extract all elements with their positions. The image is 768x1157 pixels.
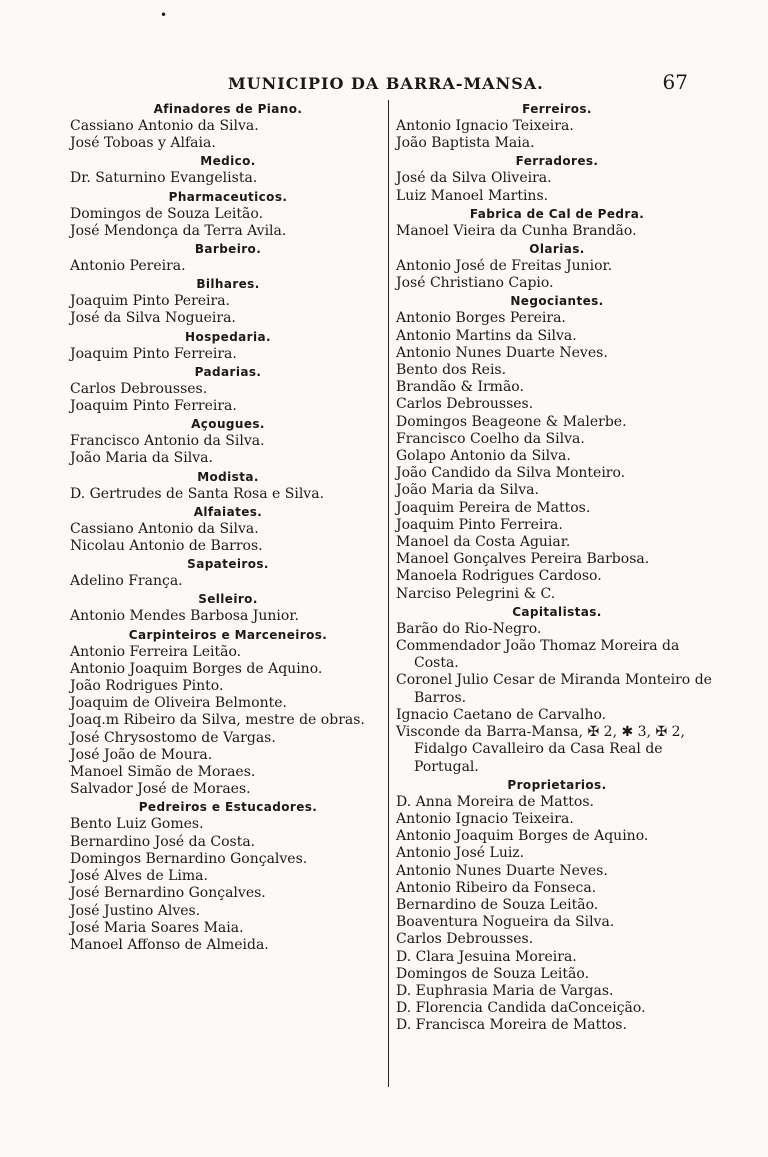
directory-entry: João Maria da Silva.: [396, 482, 539, 499]
directory-entry: Antonio José de Freitas Junior.: [396, 258, 613, 275]
directory-entry: Luiz Manoel Martins.: [396, 187, 549, 204]
directory-entry: D. Anna Moreira de Mattos.: [396, 793, 594, 810]
section-heading-proprietarios: Proprietarios.: [507, 777, 607, 792]
directory-entry: Carlos Debrousses.: [396, 931, 534, 948]
directory-entry: Dr. Saturnino Evangelista.: [70, 170, 258, 187]
directory-entry: Bento dos Reis.: [396, 362, 507, 379]
directory-entry: Antonio Ignacio Teixeira.: [396, 810, 574, 827]
directory-entry: Manoel Affonso de Almeida.: [70, 936, 269, 953]
directory-entry: Antonio Nunes Duarte Neves.: [396, 344, 608, 361]
directory-entry: Commendador João Thomaz Moreira da Costa.: [396, 638, 680, 672]
directory-entry: Carlos Debrousses.: [396, 396, 534, 413]
directory-entry: João Rodrigues Pinto.: [70, 678, 224, 695]
section-heading-bilhares: Bilhares.: [196, 277, 260, 292]
directory-entry: Boaventura Nogueira da Silva.: [396, 914, 615, 931]
directory-entry: José Toboas y Alfaia.: [70, 135, 216, 152]
directory-entry: Manoel Vieira da Cunha Brandão.: [396, 222, 637, 239]
section-heading-pharmaceuticos: Pharmaceuticos.: [168, 189, 288, 204]
ink-speck: •: [160, 8, 168, 22]
directory-entry: Bernardino José da Costa.: [70, 833, 256, 850]
directory-entry: José Christiano Capio.: [396, 275, 554, 292]
directory-entry: João Candido da Silva Monteiro.: [396, 465, 626, 482]
directory-entry: José João de Moura.: [70, 746, 213, 763]
directory-entry: Francisco Coelho da Silva.: [396, 430, 585, 447]
section-heading-acougues: Açougues.: [191, 417, 265, 432]
directory-entry: Antonio Ignacio Teixeira.: [396, 118, 574, 134]
directory-entry: Bento Luiz Gomes.: [70, 816, 204, 833]
directory-entry: D. Francisca Moreira de Mattos.: [396, 1017, 627, 1034]
directory-entry: Joaquim Pinto Ferreira.: [70, 345, 237, 362]
directory-entry: Narciso Pelegrini & C.: [396, 585, 556, 602]
section-heading-capitalistas: Capitalistas.: [512, 604, 602, 619]
section-heading-pedreiros-e-estucadores: Pedreiros e Estucadores.: [138, 800, 318, 815]
directory-entry: D. Euphrasia Maria de Vargas.: [396, 982, 614, 999]
directory-entry: José da Silva Nogueira.: [70, 310, 236, 327]
section-heading-afinadores-de-piano: Afinadores de Piano.: [153, 102, 303, 116]
directory-entry: Cassiano Antonio da Silva.: [70, 118, 259, 134]
directory-entry: Joaquim Pereira de Mattos.: [396, 499, 591, 516]
running-header: [200, 70, 710, 98]
section-heading-ferreiros: Ferreiros.: [522, 102, 592, 116]
directory-entry: Domingos Bernardino Gonçalves.: [70, 850, 308, 867]
directory-entry: Coronel Julio Cesar de Miranda Monteiro de Barros.: [396, 672, 712, 706]
directory-entry: Antonio Ferreira Leitão.: [70, 643, 242, 660]
section-heading-carpinteiros-e-marceneiros: Carpinteiros e Marceneiros.: [128, 627, 328, 642]
directory-entry: Joaquim Pinto Ferreira.: [70, 398, 237, 415]
directory-entry: Cassiano Antonio da Silva.: [70, 520, 259, 537]
directory-entry: Bernardino de Souza Leitão.: [396, 896, 599, 913]
directory-entry: José Justino Alves.: [70, 902, 201, 919]
directory-entry: D. Florencia Candida daConceição.: [396, 1000, 646, 1017]
directory-entry: José Mendonça da Terra Avila.: [70, 222, 287, 239]
directory-entry: D. Gertrudes de Santa Rosa e Silva.: [70, 485, 325, 502]
directory-entry: Antonio Pereira.: [70, 258, 186, 275]
right-column: [392, 100, 722, 1035]
directory-entry: José Maria Soares Maia.: [70, 919, 244, 936]
directory-entry: José Alves de Lima.: [70, 868, 208, 885]
directory-entry: Salvador José de Moraes.: [70, 781, 251, 798]
directory-entry: Brandão & Irmão.: [396, 379, 524, 396]
section-heading-selleiro: Selleiro.: [198, 592, 258, 607]
section-heading-modista: Modista.: [197, 469, 259, 484]
directory-entry: Antonio Mendes Barbosa Junior.: [70, 608, 299, 625]
directory-entry: Carlos Debrousses.: [70, 380, 208, 397]
directory-entry: Antonio Joaquim Borges de Aquino.: [70, 660, 323, 677]
directory-entry: Manoel da Costa Aguiar.: [396, 534, 571, 551]
directory-entry: Francisco Antonio da Silva.: [70, 433, 265, 450]
directory-entry: Manoela Rodrigues Cardoso.: [396, 568, 602, 585]
directory-entry: Nicolau Antonio de Barros.: [70, 538, 263, 555]
directory-entry: Joaquim de Oliveira Belmonte.: [70, 695, 287, 712]
directory-entry: Ignacio Caetano de Carvalho.: [396, 706, 607, 723]
directory-entry: Manoel Simão de Moraes.: [70, 764, 256, 781]
directory-entry: Joaquim Pinto Pereira.: [70, 293, 231, 310]
directory-entry: Domingos de Souza Leitão.: [396, 965, 590, 982]
section-heading-negociantes: Negociantes.: [510, 294, 604, 309]
directory-entry: Adelino França.: [70, 573, 183, 590]
section-heading-barbeiro: Barbeiro.: [194, 242, 262, 257]
section-heading-fabrica-de-cal-de-pedra: Fabrica de Cal de Pedra.: [469, 206, 645, 221]
directory-entry: Joaq.m Ribeiro da Silva, mestre de obras.: [70, 712, 365, 729]
directory-entry: Domingos Beageone & Malerbe.: [396, 413, 627, 430]
section-heading-olarias: Olarias.: [529, 242, 585, 257]
directory-entry: Antonio Nunes Duarte Neves.: [396, 862, 608, 879]
directory-entry: Antonio Ribeiro da Fonseca.: [396, 879, 597, 896]
directory-entry: Golapo Antonio da Silva.: [396, 448, 571, 465]
directory-entry: José da Silva Oliveira.: [396, 170, 552, 187]
left-column: [66, 100, 390, 954]
directory-entry: Visconde da Barra-Mansa, ✠ 2, ✱ 3, ✠ 2, Fidalgo Cavalleiro da Casa Real de Portugal.: [396, 724, 686, 775]
directory-entry: João Baptista Maia.: [396, 135, 535, 152]
directory-entry: Antonio Martins da Silva.: [396, 327, 577, 344]
directory-entry: Antonio Joaquim Borges de Aquino.: [396, 828, 649, 845]
section-heading-padarias: Padarias.: [194, 364, 262, 379]
directory-entry: Domingos de Souza Leitão.: [70, 205, 264, 222]
directory-entry: Joaquim Pinto Ferreira.: [396, 516, 563, 533]
page-number: 67: [662, 70, 688, 94]
directory-entry: Manoel Gonçalves Pereira Barbosa.: [396, 551, 650, 568]
running-head-title: MUNICIPIO DA BARRA-MANSA.: [228, 74, 544, 93]
directory-entry: D. Clara Jesuina Moreira.: [396, 948, 577, 965]
section-heading-alfaiates: Alfaiates.: [193, 504, 263, 519]
directory-entry: Antonio Borges Pereira.: [396, 310, 566, 327]
section-heading-medico: Medico.: [200, 154, 256, 169]
directory-entry: José Chrysostomo de Vargas.: [70, 729, 276, 746]
directory-entry: Barão do Rio-Negro.: [396, 620, 542, 637]
directory-entry: João Maria da Silva.: [70, 450, 213, 467]
section-heading-ferradores: Ferradores.: [515, 154, 599, 169]
section-heading-hospedaria: Hospedaria.: [185, 329, 271, 344]
directory-entry: José Bernardino Gonçalves.: [70, 885, 266, 902]
directory-entry: Antonio José Luiz.: [396, 845, 525, 862]
section-heading-sapateiros: Sapateiros.: [187, 557, 269, 572]
